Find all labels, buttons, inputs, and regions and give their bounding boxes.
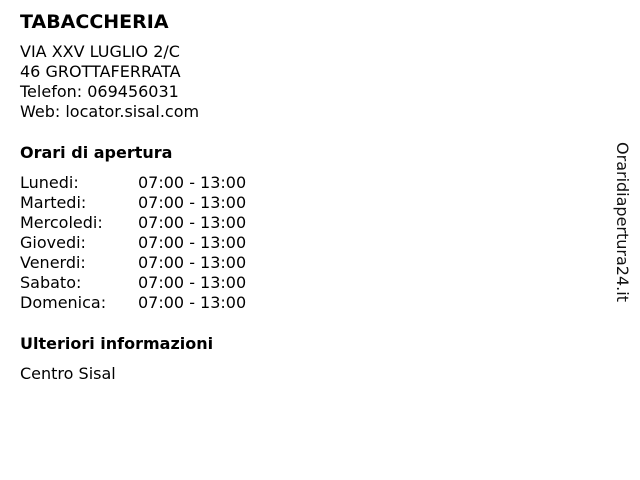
hours-day: Lunedi: (20, 173, 79, 192)
hours-time: 07:00 - 13:00 (138, 273, 247, 292)
address-street: VIA XXV LUGLIO 2/C (20, 42, 180, 61)
info-text: Centro Sisal (20, 364, 116, 383)
hours-day: Mercoledi: (20, 213, 103, 232)
hours-time: 07:00 - 13:00 (138, 193, 247, 212)
hours-row (20, 193, 580, 213)
hours-day: Giovedi: (20, 233, 86, 252)
hours-time: 07:00 - 13:00 (138, 213, 247, 232)
website: Web: locator.sisal.com (20, 102, 200, 121)
hours-row (20, 293, 580, 313)
business-name: TABACCHERIA (20, 11, 169, 33)
phone-number: Telefon: 069456031 (20, 82, 179, 101)
business-card (20, 10, 580, 384)
hours-row (20, 213, 580, 233)
address-block (20, 42, 580, 122)
address-city: 46 GROTTAFERRATA (20, 62, 181, 81)
hours-time: 07:00 - 13:00 (138, 253, 247, 272)
hours-day: Venerdi: (20, 253, 86, 272)
hours-row (20, 173, 580, 193)
opening-hours-list (20, 173, 580, 313)
hours-time: 07:00 - 13:00 (138, 293, 247, 312)
hours-day: Domenica: (20, 293, 107, 312)
hours-row (20, 273, 580, 293)
info-heading: Ulteriori informazioni (20, 334, 214, 353)
hours-day: Martedi: (20, 193, 87, 212)
site-watermark: Oraridiapertura24.it (613, 142, 632, 302)
hours-row (20, 233, 580, 253)
hours-row (20, 253, 580, 273)
hours-time: 07:00 - 13:00 (138, 173, 247, 192)
hours-day: Sabato: (20, 273, 82, 292)
hours-heading: Orari di apertura (20, 143, 173, 162)
hours-time: 07:00 - 13:00 (138, 233, 247, 252)
